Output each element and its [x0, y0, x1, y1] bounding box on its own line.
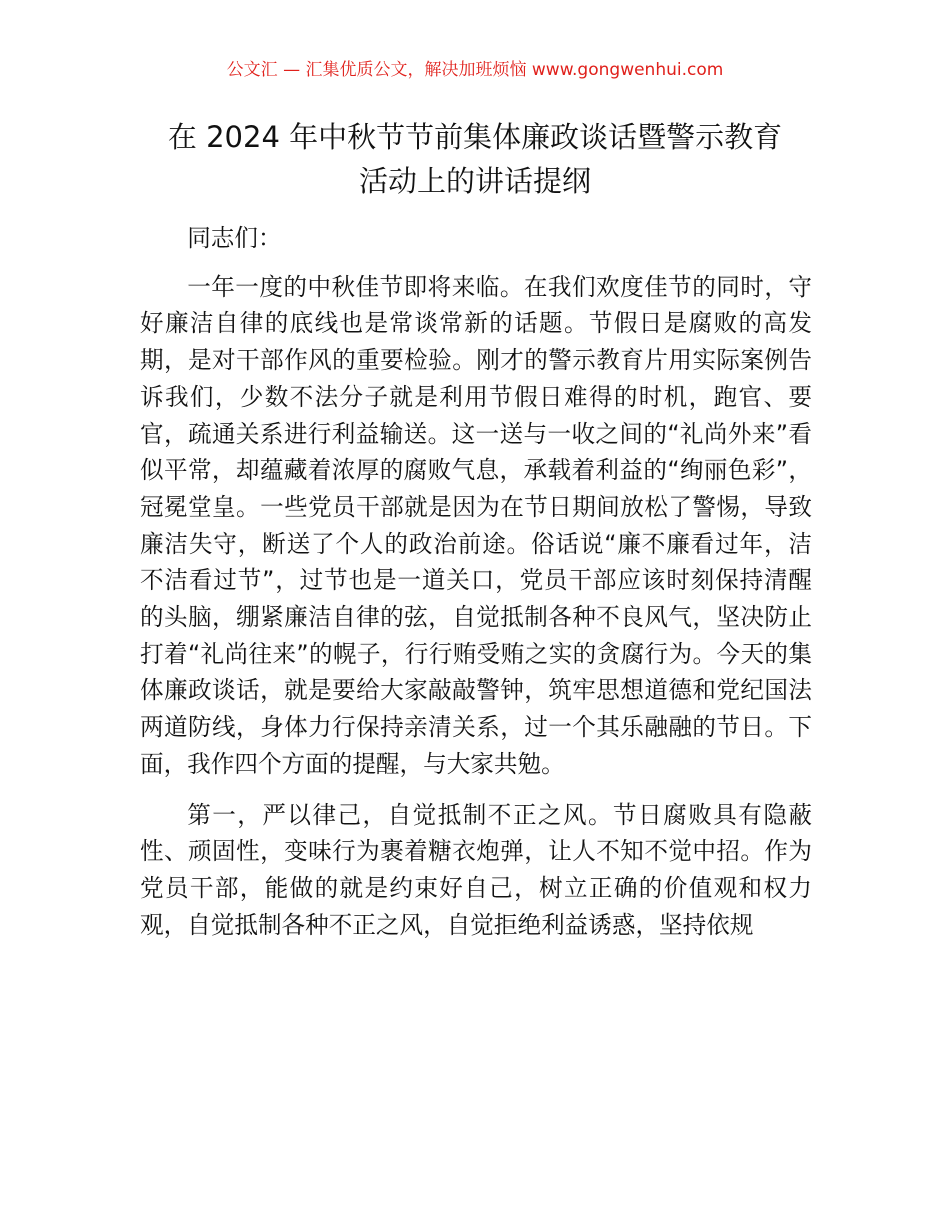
body-paragraph-intro: 一年一度的中秋佳节即将来临。在我们欢度佳节的同时，守好廉洁自律的底线也是常谈常新的话题。节假日是腐败的高发期，是对干部作风的重要检验。刚才的警示教育片用实际案例告诉我们，少数不法分子就是利用节假日难得的时机，跑官、要官，疏通关系进行利益输送。这一送与一收之间的“礼尚外来”看似平常，却蕴藏着浓厚的腐败气息，承载着利益的“绚丽色彩”，冠冕堂皇。一些党员干部就是因为在节日期间放松了警惕，导致廉洁失守，断送了个人的政治前途。俗话说“廉不廉看过年，洁不洁看过节”，过节也是一道关口，党员干部应该时刻保持清醒的头脑，绷紧廉洁自律的弦，自觉抵制各种不良风气，坚决防止打着“礼尚往来”的幌子，行行贿受贿之实的贪腐行为。今天的集体廉政谈话，就是要给大家敲敲警钟，筑牢思想道德和党纪国法两道防线，身体力行保持亲清关系，过一个其乐融融的节日。下面，我作四个方面的提醒，与大家共勉。 [140, 272, 812, 778]
greeting: 同志们： [187, 224, 282, 252]
title-line-2: 活动上的讲话提纲 [358, 164, 591, 198]
document-title [120, 115, 830, 203]
body-paragraph-first-point: 第一，严以律己，自觉抵制不正之风。节日腐败具有隐蔽性、顽固性，变味行为裹着糖衣炮弹，让人不知不觉中招。作为党员干部，能做的就是约束好自己，树立正确的价值观和权力观，自觉抵制各种不正之风，自觉拒绝利益诱惑，坚持依规 [140, 800, 812, 939]
title-line-1: 在 2024 年中秋节节前集体廉政谈话暨警示教育 [167, 120, 783, 154]
document-body [140, 220, 812, 957]
source-header: 公文汇 — 汇集优质公文，解决加班烦恼 www.gongwenhui.com [226, 60, 724, 80]
